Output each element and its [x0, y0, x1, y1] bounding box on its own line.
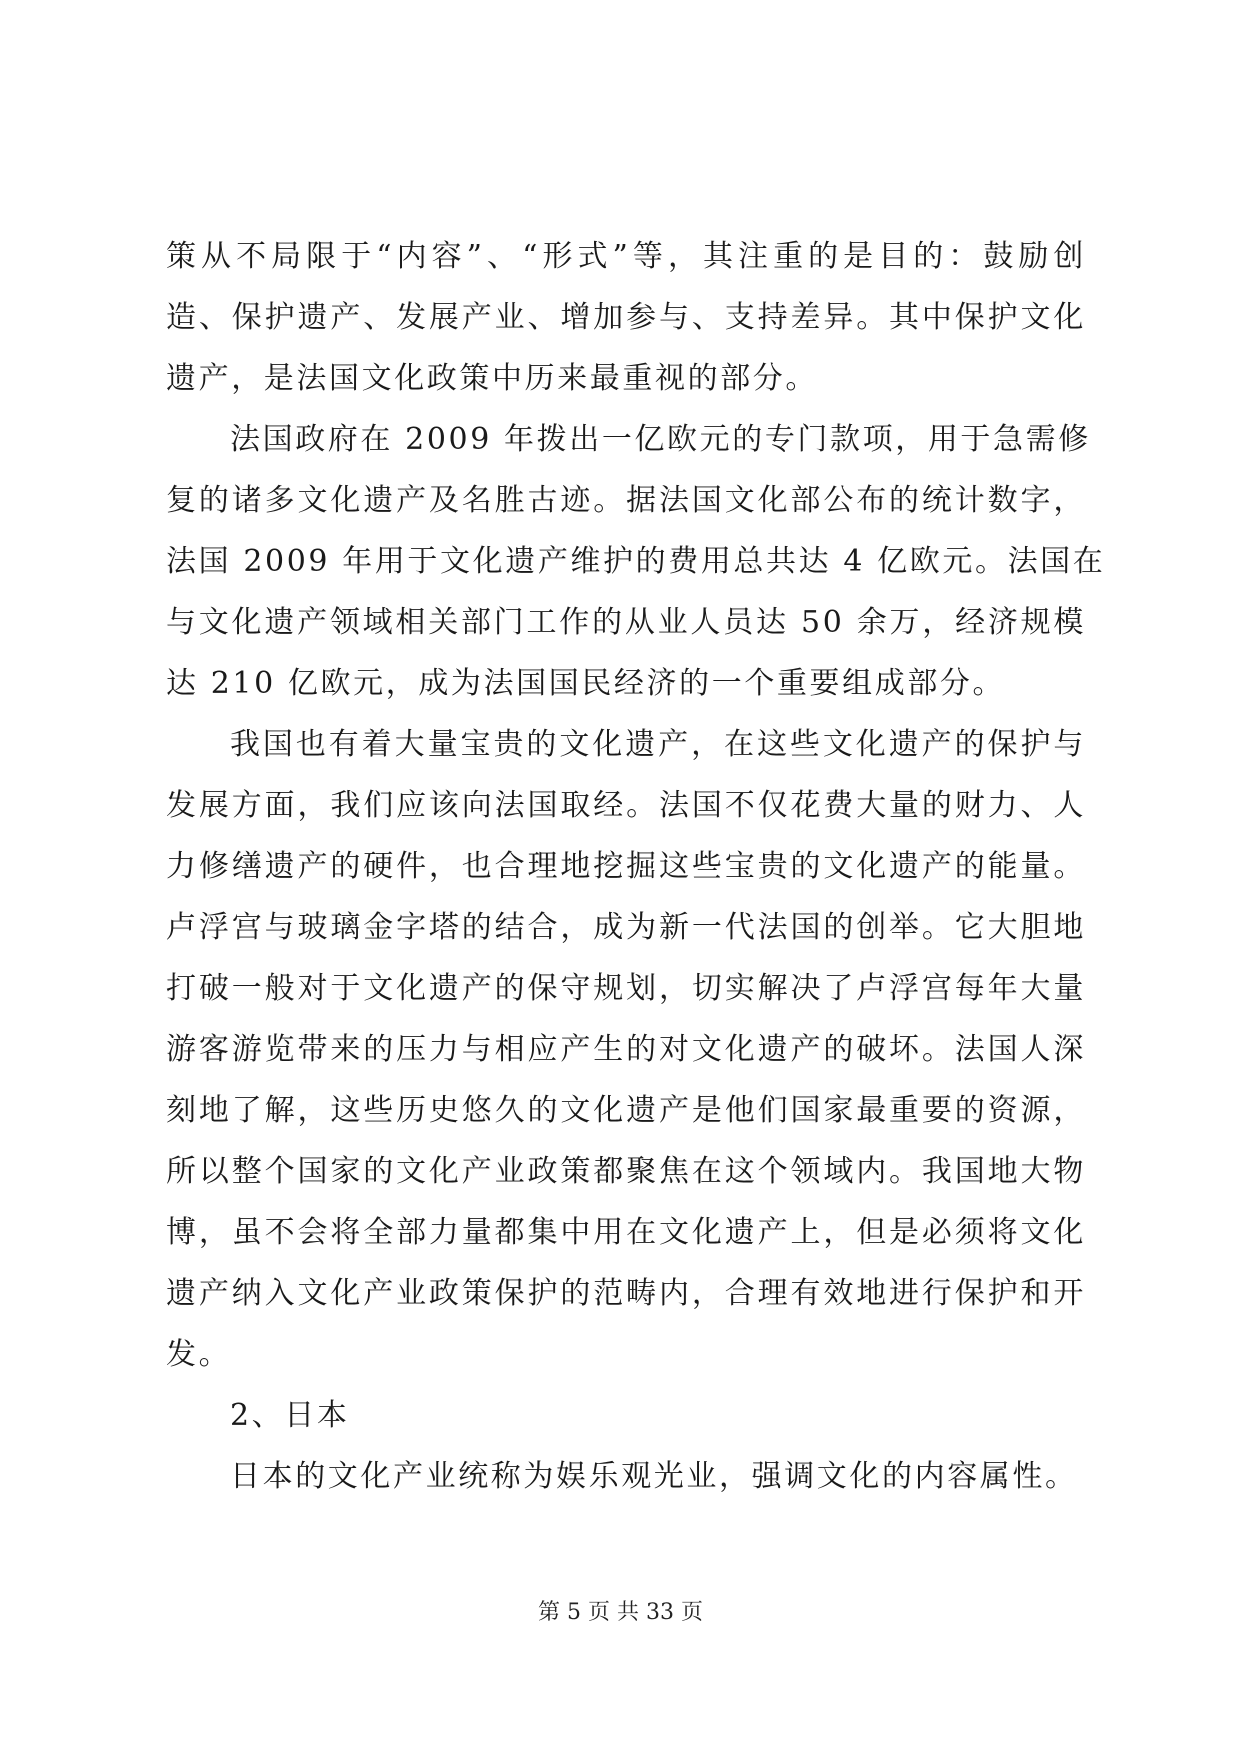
- text-line-4: 法国政府在 2009 年拨出一亿欧元的专门款项，用于急需修: [230, 422, 1091, 457]
- text-line-17: 博，虽不会将全部力量都集中用在文化遗产上，但是必须将文化: [166, 1215, 1086, 1250]
- section-heading-japan: 2、日本: [230, 1398, 350, 1433]
- body-text: [166, 226, 1106, 1507]
- text-line-1: 策从不局限于“内容”、“形式”等，其注重的是目的：鼓励创: [166, 239, 1086, 274]
- text-line-11: 力修缮遗产的硬件，也合理地挖掘这些宝贵的文化遗产的能量。: [166, 849, 1086, 884]
- text-line-14: 游客游览带来的压力与相应产生的对文化遗产的破坏。法国人深: [166, 1032, 1086, 1067]
- text-line-10: 发展方面，我们应该向法国取经。法国不仅花费大量的财力、人: [166, 788, 1086, 823]
- text-line-19: 发。: [166, 1337, 232, 1372]
- text-line-15: 刻地了解，这些历史悠久的文化遗产是他们国家最重要的资源，: [166, 1093, 1086, 1128]
- text-line-21: 日本的文化产业统称为娱乐观光业，强调文化的内容属性。: [230, 1459, 1078, 1494]
- text-line-2: 造、保护遗产、发展产业、增加参与、支持差异。其中保护文化: [166, 300, 1086, 335]
- text-line-6: 法国 2009 年用于文化遗产维护的费用总共达 4 亿欧元。法国在: [166, 544, 1106, 579]
- page-footer: 第 5 页 共 33 页: [538, 1600, 703, 1625]
- text-line-12: 卢浮宫与玻璃金字塔的结合，成为新一代法国的创举。它大胆地: [166, 910, 1086, 945]
- text-line-7: 与文化遗产领域相关部门工作的从业人员达 50 余万，经济规模: [166, 605, 1086, 640]
- text-line-8: 达 210 亿欧元，成为法国国民经济的一个重要组成部分。: [166, 666, 1006, 701]
- text-line-3: 遗产，是法国文化政策中历来最重视的部分。: [166, 361, 818, 396]
- text-line-13: 打破一般对于文化遗产的保守规划，切实解决了卢浮宫每年大量: [166, 971, 1086, 1006]
- text-line-9: 我国也有着大量宝贵的文化遗产，在这些文化遗产的保护与: [230, 727, 1086, 762]
- text-line-5: 复的诸多文化遗产及名胜古迹。据法国文化部公布的统计数字，: [166, 483, 1086, 518]
- text-line-16: 所以整个国家的文化产业政策都聚焦在这个领域内。我国地大物: [166, 1154, 1086, 1189]
- text-line-18: 遗产纳入文化产业政策保护的范畴内，合理有效地进行保护和开: [166, 1276, 1086, 1311]
